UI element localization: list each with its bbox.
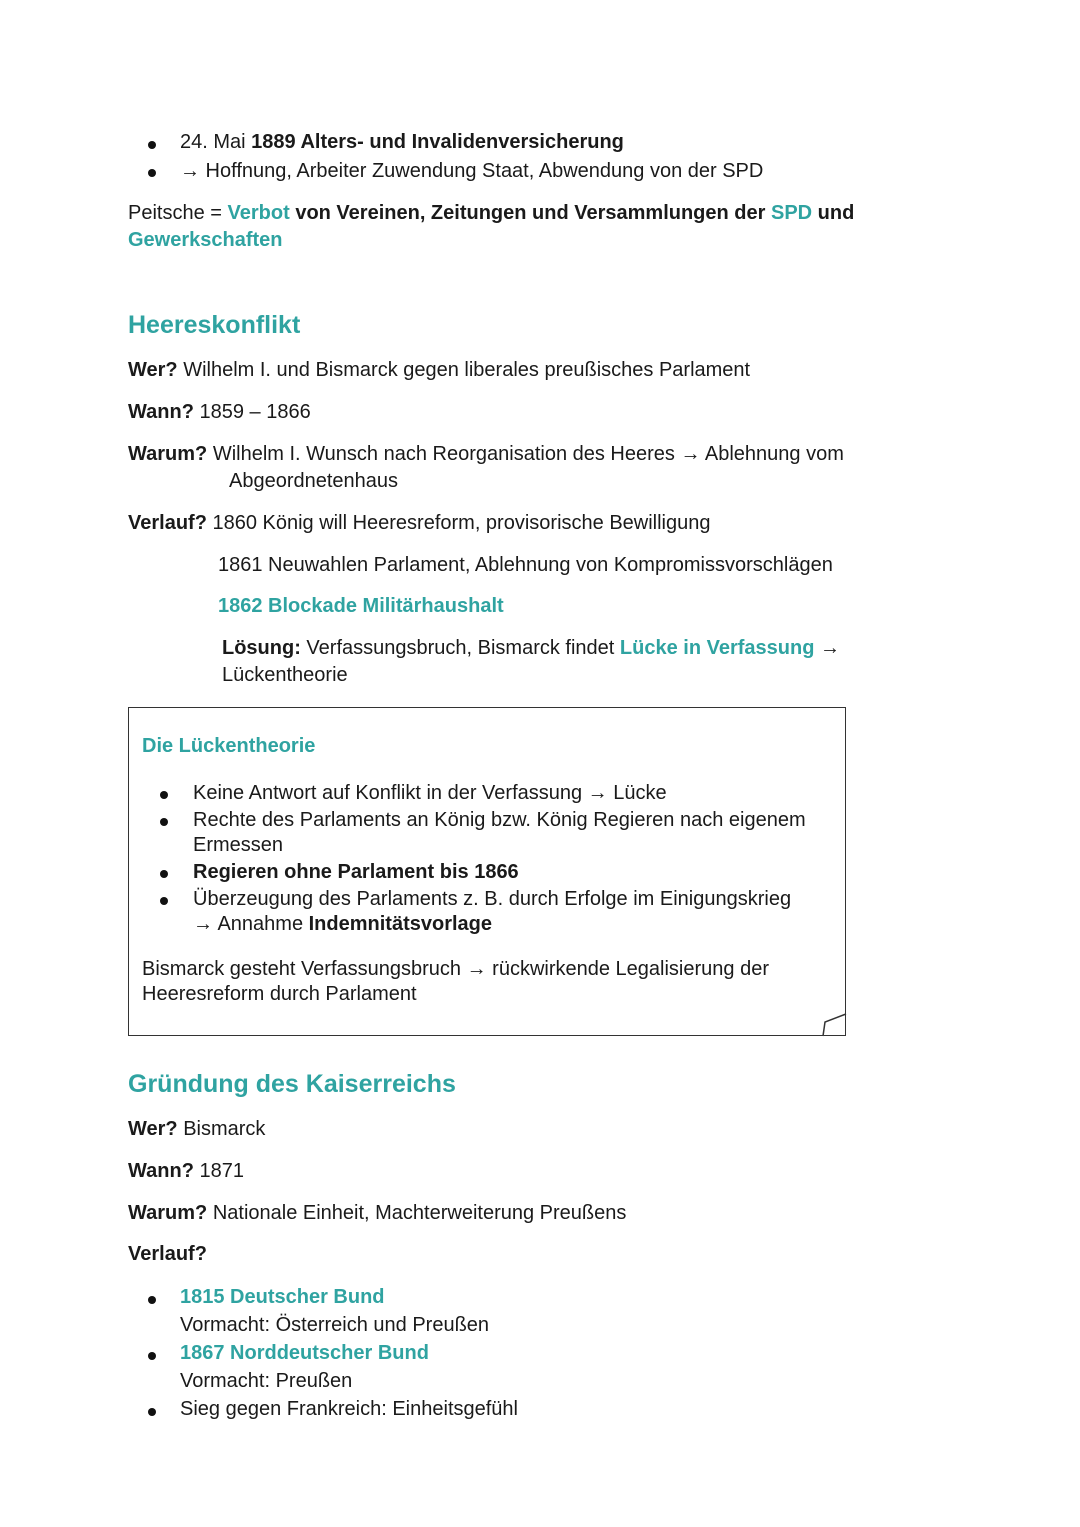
list-item: Sieg gegen Frankreich: Einheitsgefühl <box>180 1398 518 1420</box>
bullet-dot <box>148 141 156 149</box>
verlauf-line <box>128 1241 207 1268</box>
bullet-dot <box>160 870 168 878</box>
bold-text: und <box>812 202 855 224</box>
loesung-line2: Lückentheorie <box>222 664 348 686</box>
loesung-line <box>222 635 840 662</box>
text: Peitsche = <box>128 202 228 224</box>
list-item: Rechte des Parlaments an König bzw. König Regieren nach eigenem <box>193 809 806 831</box>
highlight-text: Lücke in Verfassung <box>619 637 815 659</box>
list-item: → Hoffnung, Arbeiter Zuwendung Staat, Abwendung von der SPD <box>180 160 764 182</box>
value: 1860 König will Heeresreform, provisorische Bewilligung <box>206 512 711 534</box>
label: Verlauf? <box>128 512 207 534</box>
bullet-dot <box>148 169 156 177</box>
list-item: Keine Antwort auf Konflikt in der Verfassung → Lücke <box>193 782 667 804</box>
wer-line <box>128 357 750 384</box>
wer-line <box>128 1116 265 1143</box>
warum-line <box>128 441 844 468</box>
peitsche-paragraph-line2 <box>128 227 283 254</box>
label: Wann? <box>128 1160 194 1182</box>
highlight-text: Gewerkschaften <box>128 229 283 251</box>
label: Wer? <box>128 359 178 381</box>
list-item <box>193 859 519 886</box>
value: Bismarck <box>177 1118 266 1140</box>
highlight-text: SPD <box>770 202 813 224</box>
box-paragraph: Bismarck gesteht Verfassungsbruch → rückwirkende Legalisierung der <box>142 958 769 980</box>
list-item: Überzeugung des Parlaments z. B. durch Erfolge im Einigungskrieg <box>193 888 792 910</box>
bold-text: Indemnitätsvorlage <box>308 913 493 935</box>
value: Wilhelm I. und Bismarck gegen liberales preußisches Parlament <box>177 359 751 381</box>
label: Verlauf? <box>128 1243 207 1265</box>
date-text: 24. Mai <box>180 131 252 153</box>
verlauf-1861: 1861 Neuwahlen Parlament, Ablehnung von Kompromissvorschlägen <box>218 554 833 576</box>
value: Verfassungsbruch, Bismarck findet <box>300 637 620 659</box>
peitsche-paragraph <box>128 200 854 227</box>
value: Wilhelm I. Wunsch nach Reorganisation des Heeres → Ablehnung vom <box>207 443 844 465</box>
wann-line <box>128 1158 244 1185</box>
verlauf-1862 <box>218 593 504 620</box>
warum-line <box>128 1200 626 1227</box>
value: Nationale Einheit, Machterweiterung Preußens <box>207 1202 627 1224</box>
bullet-dot <box>160 791 168 799</box>
list-item-cont <box>193 911 492 938</box>
list-item <box>180 1284 385 1311</box>
highlight-text: 1815 Deutscher Bund <box>180 1286 385 1308</box>
box-title <box>142 733 315 760</box>
page-fold-icon <box>822 1012 848 1038</box>
highlight-text: 1862 Blockade Militärhaushalt <box>218 595 504 617</box>
value: 1871 <box>193 1160 244 1182</box>
box-title-text: Die Lückentheorie <box>142 735 316 757</box>
label: Lösung: <box>222 637 301 659</box>
label: Warum? <box>128 1202 208 1224</box>
arrow-text: → <box>814 637 840 659</box>
list-item <box>180 129 624 156</box>
section-heading: Heereskonflikt <box>128 311 301 339</box>
list-item-cont: Vormacht: Preußen <box>180 1370 353 1392</box>
box-paragraph-line2: Heeresreform durch Parlament <box>142 983 417 1005</box>
bullet-dot <box>148 1352 156 1360</box>
highlight-text: 1867 Norddeutscher Bund <box>180 1342 429 1364</box>
list-item-cont: Vormacht: Österreich und Preußen <box>180 1314 490 1336</box>
text: → Annahme <box>193 913 309 935</box>
label: Wann? <box>128 401 194 423</box>
list-item-cont: Ermessen <box>193 834 284 856</box>
wann-line <box>128 399 311 426</box>
verlauf-line <box>128 510 711 537</box>
bullet-dot <box>148 1408 156 1416</box>
bullet-dot <box>160 897 168 905</box>
warum-line2: Abgeordnetenhaus <box>229 470 399 492</box>
bullet-dot <box>148 1296 156 1304</box>
bullet-dot <box>160 818 168 826</box>
bold-text: von Vereinen, Zeitungen und Versammlungen der <box>289 202 771 224</box>
label: Wer? <box>128 1118 178 1140</box>
bold-text: 1889 Alters- und Invalidenversicherung <box>251 131 624 153</box>
value: 1859 – 1866 <box>193 401 311 423</box>
bold-text: Regieren ohne Parlament bis 1866 <box>193 861 519 883</box>
label: Warum? <box>128 443 208 465</box>
section-heading: Gründung des Kaiserreichs <box>128 1070 456 1098</box>
list-item <box>180 1340 429 1367</box>
highlight-text: Verbot <box>227 202 290 224</box>
